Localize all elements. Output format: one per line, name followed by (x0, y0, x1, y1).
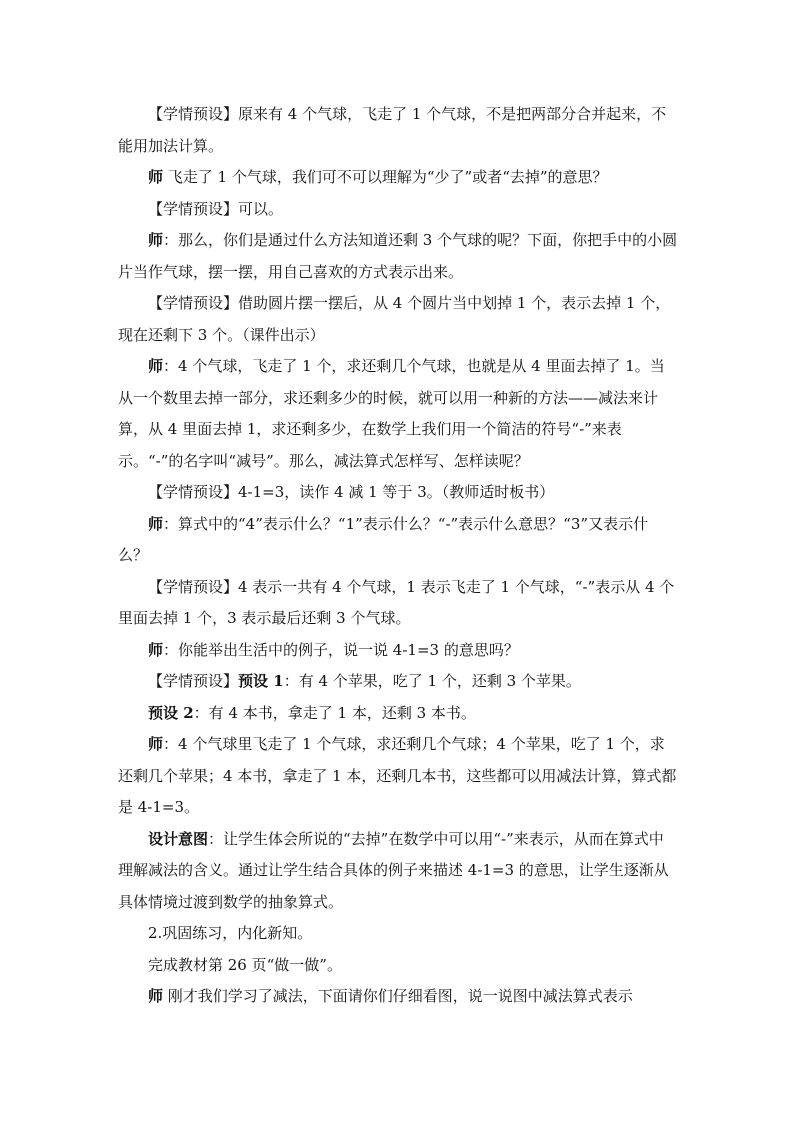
paragraph (118, 351, 678, 477)
paragraph (118, 509, 678, 572)
paragraph-text: 【学情预设】可以。 (148, 199, 284, 218)
bold-text: 师 (148, 514, 164, 533)
bold-text: 师 (148, 231, 164, 249)
bold-text: 师 (148, 357, 164, 375)
paragraph-text: ：算式中的“4”表示什么？“1”表示什么？“-”表示什么意思？“3”又表示什么？ (118, 514, 649, 564)
bold-text: 师 (148, 987, 164, 1005)
paragraph (118, 635, 678, 667)
paragraph-text: 2.巩固练习，内化新知。 (148, 924, 313, 942)
paragraph-text: ：有 4 本书，拿走了 1 本，还剩 3 本书。 (193, 703, 476, 722)
paragraph (118, 194, 678, 226)
paragraph-text: 【学情预设】4 表示一共有 4 个气球，1 表示飞走了 1 个气球，“-”表示从 4 个里面去掉 1 个，3 表示最后还剩 3 个气球。 (118, 577, 675, 627)
paragraph-text: ：4 个气球里飞走了 1 个气球，求还剩几个气球；4 个苹果，吃了 1 个，求还剩几个苹果；4 本书，拿走了 1 本，还剩几本书，这些都可以用减法计算，算式都是 4-1=3。 (118, 735, 677, 816)
paragraph (118, 981, 678, 1013)
bold-text: 预设 1 (238, 672, 284, 690)
bold-text: 预设 2 (148, 703, 194, 722)
paragraph (118, 477, 678, 509)
bold-text: 师 (148, 735, 164, 753)
paragraph-text: ：4 个气球，飞走了 1 个，求还剩几个气球，也就是从 4 里面去掉了 1。当从一个数里去掉一部分，求还剩多少的时候，就可以用一种新的方法——减法来计算，从 4 里面去掉 1，求还剩多少，在数学上我们用一个简洁的符号“-”来表示。“-”的名字叫“减号”。那么，减法算式怎样写、怎样读呢？ (118, 357, 665, 470)
paragraph-text: 刚才我们学习了减法，下面请你们仔细看图，说一说图中减法算式表示 (163, 987, 633, 1005)
paragraph-text: ：那么，你们是通过什么方法知道还剩 3 个气球的呢？下面，你把手中的小圆片当作气球，摆一摆，用自己喜欢的方式表示出来。 (118, 231, 678, 281)
paragraph (118, 162, 678, 194)
paragraph-text: ：你能举出生活中的例子，说一说 4-1=3 的意思吗？ (163, 640, 519, 659)
paragraph (118, 918, 678, 950)
paragraph (118, 99, 678, 162)
paragraph (118, 729, 678, 824)
paragraph (118, 225, 678, 288)
bold-text: 师 (148, 168, 164, 186)
bold-text: 设计意图 (148, 829, 209, 848)
bold-text: 师 (148, 640, 164, 659)
paragraph (118, 698, 678, 730)
paragraph-text: ：有 4 个苹果，吃了 1 个，还剩 3 个苹果。 (283, 672, 581, 690)
paragraph (118, 950, 678, 982)
paragraph-text: 【学情预设】 (148, 672, 239, 690)
paragraph-text: 飞走了 1 个气球，我们可不可以理解为“少了”或者“去掉”的意思？ (163, 168, 608, 186)
paragraph (118, 666, 678, 698)
paragraph (118, 288, 678, 351)
paragraph-text: 【学情预设】原来有 4 个气球，飞走了 1 个气球，不是把两部分合并起来，不能用加法计算。 (118, 105, 667, 155)
paragraph-text: 【学情预设】4-1=3，读作 4 减 1 等于 3。（教师适时板书） (148, 483, 555, 501)
paragraph-text: 完成教材第 26 页“做一做”。 (148, 955, 342, 974)
document-body (118, 99, 678, 1013)
paragraph-text: ：让学生体会所说的“去掉”在数学中可以用“-”来表示，从而在算式中理解减法的含义。通过让学生结合具体的例子来描述 4-1=3 的意思，让学生逐渐从具体情境过渡到数学的抽象算式。 (118, 829, 669, 911)
paragraph (118, 824, 678, 919)
paragraph (118, 572, 678, 635)
paragraph-text: 【学情预设】借助圆片摆一摆后，从 4 个圆片当中划掉 1 个，表示去掉 1 个，现在还剩下 3 个。（课件出示） (118, 294, 671, 344)
